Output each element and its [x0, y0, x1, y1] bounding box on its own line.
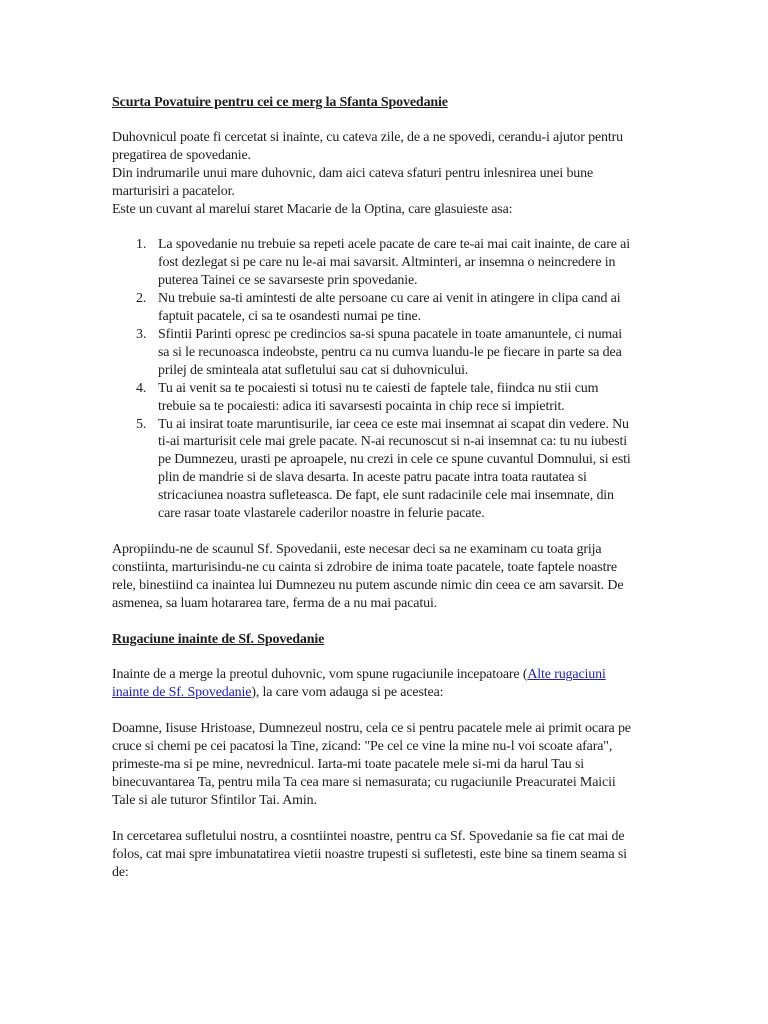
section-title-prayer: Rugaciune inainte de Sf. Spovedanie	[112, 631, 325, 647]
list-number: 5.	[136, 416, 147, 432]
prayer-paragraph: Doamne, Iisuse Hristoase, Dumnezeul nostru, cela ce si pentru pacatele mele ai primit ocara pe cruce si chemi pe cei pacatosi la Tine, zicand: "Pe cel ce vine la mine nu-l voi scoate afara", primeste-ma si pe mine, nevrednicul. Iarta-mi toate pacatele mele si-mi da harul Tau si binecuvantarea Ta, pentru mila Ta cea mare si nemasurata; cu rugaciunile Preacuratei Maicii Tale si ale tuturor Sfintilor Tai. Amin.	[112, 721, 631, 808]
list-item	[112, 236, 632, 290]
list-item	[112, 326, 632, 380]
document-title: Scurta Povatuire pentru cei ce merg la Sfanta Spovedanie	[112, 95, 448, 110]
section-intro-before: Inainte de a merge la preotul duhovnic, vom spune rugaciunile incepatoare (	[112, 667, 528, 683]
list-text: Tu ai insirat toate maruntisurile, iar ceea ce este mai insemnat ai scapat din vedere. Nu ti-ai marturisit cele mai grele pacate. N-ai recunoscut si n-ai insemnat ca: tu nu iubesti pe Dumnezeu, urasti pe aproapele, nu crezi in cele ce spune cuvantul Domnului, si esti plin de mandrie si de slava desarta. In aceste patru pacate intra toata rautatea si stricaciunea noastra sufleteasca. De fapt, ele sunt radacinile cele mai insemnate, din care rasar toate vlastarele caderilor noastre in felurie pacate.	[158, 416, 631, 522]
closing-paragraph: Apropiindu-ne de scaunul Sf. Spovedanii, este necesar deci sa ne examinam cu toata grija constiinta, marturisindu-ne cu cainta si zdrobire de inima toate pacatele, toate faptele noastre rele, binestiind ca inaintea lui Dumnezeu nu putem ascunde nimic din ceea ce am savarsit. De asmenea, sa luam hotararea tare, ferma de a nu mai pacatui.	[112, 541, 624, 611]
intro-paragraph-3: Este un cuvant al marelui staret Macarie de la Optina, care glasuieste asa:	[112, 201, 513, 217]
document-page	[112, 94, 632, 882]
other-prayers-link[interactable]: Alte rugaciuni inainte de Sf. Spovedanie	[112, 667, 606, 701]
list-number: 2.	[136, 291, 147, 307]
section-intro-paragraph	[112, 666, 632, 702]
intro-paragraph-1: Duhovnicul poate fi cercetat si inainte, cu cateva zile, de a ne spovedi, cerandu-i ajutor pentru pregatirea de spovedanie.	[112, 129, 624, 163]
section-intro-after: ), la care vom adauga si pe acestea:	[251, 685, 444, 701]
list-item	[112, 290, 632, 326]
list-item	[112, 416, 632, 523]
list-number: 3.	[136, 326, 147, 342]
list-text: Sfintii Parinti opresc pe credincios sa-si spuna pacatele in toate amanuntele, ci numai sa si le recunoasca indeobste, pentru ca nu cumva luandu-le pe fiecare in parte sa dea prilej de sminteala atat sufletului sau cat si duhovnicului.	[158, 326, 622, 378]
list-text: La spovedanie nu trebuie sa repeti acele pacate de care te-ai mai cait inainte, de care ai fost dezlegat si pe care nu le-ai mai savarsit. Altminteri, ar insemna o neincredere in puterea Tainei ce se savarseste prin spovedanie.	[158, 237, 630, 289]
list-number: 4.	[136, 380, 147, 396]
list-number: 1.	[136, 237, 147, 253]
intro-paragraph-2: Din indrumarile unui mare duhovnic, dam aici cateva sfaturi pentru inlesnirea unei bune marturisiri a pacatelor.	[112, 165, 594, 199]
final-paragraph: In cercetarea sufletului nostru, a cosntiintei noastre, pentru ca Sf. Spovedanie sa fie cat mai de folos, cat mai spre imbunatatirea vietii noastre trupesti si sufletesti, este bine sa tinem seama si de:	[112, 828, 627, 880]
list-text: Nu trebuie sa-ti amintesti de alte persoane cu care ai venit in atingere in clipa cand ai faptuit pacatele, ci sa te osandesti numai pe tine.	[158, 291, 621, 325]
advice-list	[112, 236, 632, 523]
list-item	[112, 380, 632, 416]
list-text: Tu ai venit sa te pocaiesti si totusi nu te caiesti de faptele tale, fiindca nu stii cum trebuie sa te pocaiesti: adica iti savarsesti pocainta in chip rece si impietrit.	[158, 380, 599, 414]
